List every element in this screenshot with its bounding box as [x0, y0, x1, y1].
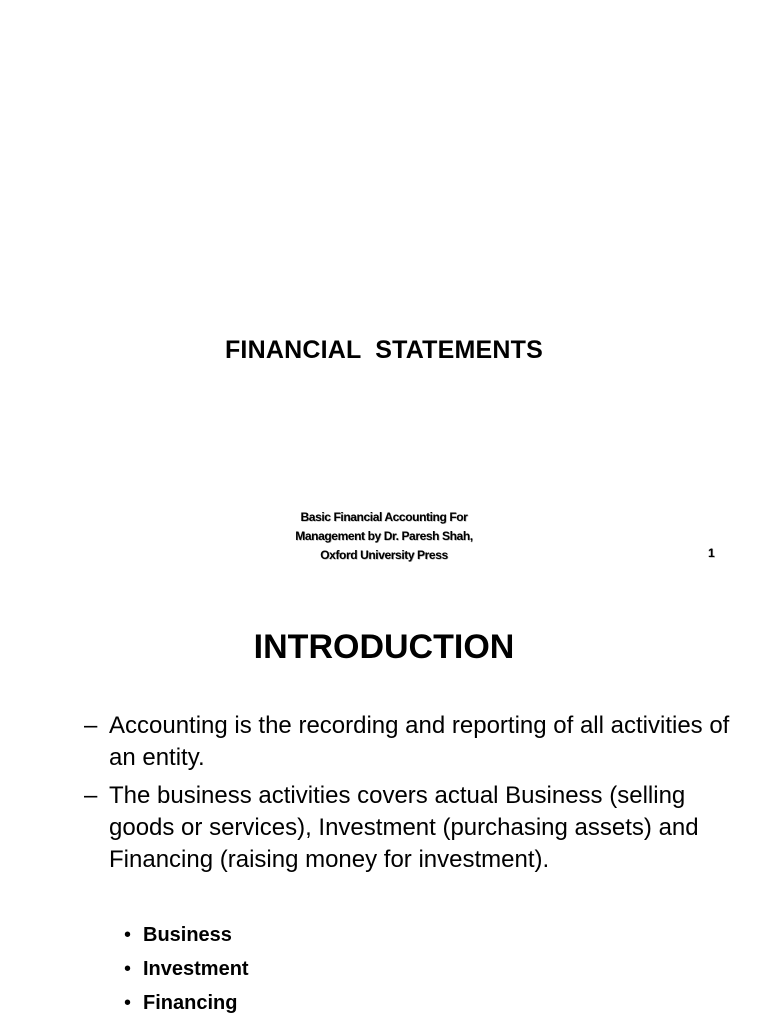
page-number: 1 [708, 546, 715, 560]
sub-bullet-text: Business [143, 924, 232, 946]
list-item [124, 986, 249, 1020]
slide-footer-citation [234, 508, 534, 565]
sub-bullet-list [124, 918, 249, 1020]
list-item [84, 780, 754, 876]
list-item [84, 710, 754, 774]
sub-bullet-text: Investment [143, 958, 249, 980]
list-item [124, 952, 249, 986]
dash-bullet-icon: – [84, 712, 98, 739]
citation-line: Basic Financial Accounting For [300, 510, 468, 524]
bullet-text: Accounting is the recording and reporting of all activities of an entity. [109, 712, 730, 771]
sub-bullet-text: Financing [143, 992, 238, 1014]
dash-bullet-icon: – [84, 782, 98, 809]
bullet-list [84, 710, 754, 882]
dot-bullet-icon: • [124, 958, 132, 980]
slide-title: FINANCIAL STATEMENTS [224, 336, 544, 364]
slide-title: INTRODUCTION [253, 628, 515, 666]
dot-bullet-icon: • [124, 924, 132, 946]
citation-line: Oxford University Press [320, 548, 448, 562]
dot-bullet-icon: • [124, 992, 132, 1014]
list-item [124, 918, 249, 952]
slide-introduction [0, 580, 768, 1024]
citation-line: Management by Dr. Paresh Shah, [295, 529, 473, 543]
bullet-text: The business activities covers actual Business (selling goods or services), Investment (purchasing assets) and Financing (raising money for investment). [109, 782, 699, 873]
